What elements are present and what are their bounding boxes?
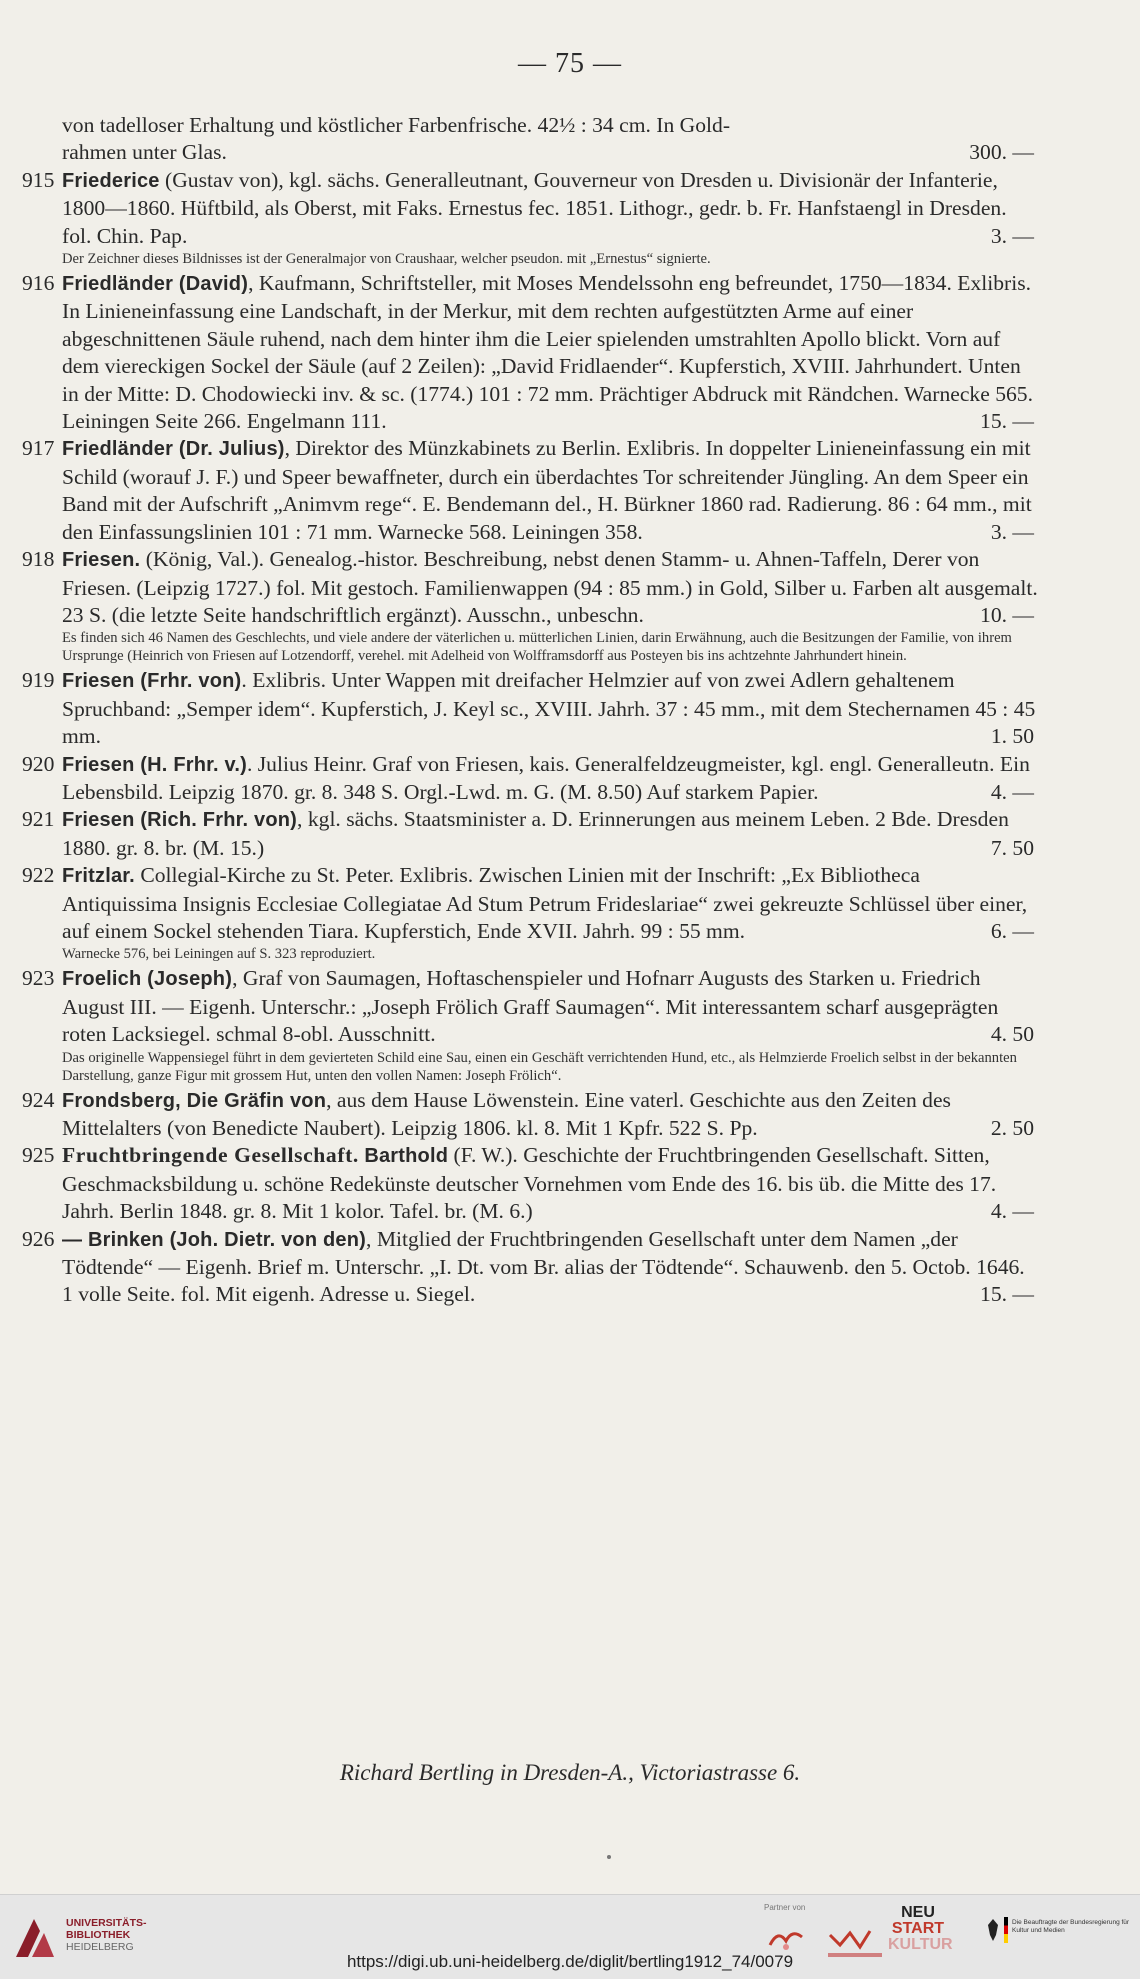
entry-number: 918 xyxy=(22,547,55,572)
uni-line-1: UNIVERSITÄTS- xyxy=(66,1917,147,1929)
federal-commissioner-text: Die Beauftragte der Bundesregierung für Kultur und Medien xyxy=(1012,1919,1130,1934)
catalog-entry-918 xyxy=(22,546,1038,629)
entry-text: (König, Val.). Genealog.-histor. Beschreibung, nebst denen Stamm- u. Ahnen-Taffeln, Derer von Friesen. (Leipzig 1727.) fol. Mit gestoch. Familienwappen (94 : 85 mm.) in Gold, Silber u. Farben alt ausgemalt. 23 S. (die letzte Seite handschriftlich ergänzt). Ausschn., unbeschn. xyxy=(62,547,1038,627)
federal-eagle-icon xyxy=(986,1917,1000,1943)
entry-name: Friesen. xyxy=(62,549,141,572)
university-library-name[interactable] xyxy=(66,1917,147,1953)
catalog-entries xyxy=(22,112,1038,1309)
entry-number: 921 xyxy=(22,807,55,832)
entry-name: Friesen (H. Frhr. v.) xyxy=(62,753,247,776)
partner-label: Partner von xyxy=(764,1903,806,1912)
entry-text: , Kaufmann, Schriftsteller, mit Moses Mendelssohn eng befreundet, 1750—1834. Exlibris. In Linieneinfassung eine Landschaft, in der Merkur, mit dem rechten aufgestützten Arme auf einer abgeschnittenen Säule ruhend, nach dem hinter ihm die Leier spielenden umstrahlten Apollo blickt. Vorn auf dem viereckigen Sockel der Säule (auf 2 Zeilen): „David Fridlaender“. Kupferstich, XVIII. Jahrhundert. Unten in der Mitte: D. Chodowiecki inv. & sc. (1774.) 101 : 72 mm. Prächtiger Abdruck mit Rändchen. Warnecke 565. Leiningen Seite 266. Engelmann 111. xyxy=(62,271,1033,434)
entry-text-line: rahmen unter Glas. xyxy=(62,140,227,165)
catalog-entry-917 xyxy=(22,435,1038,546)
entry-text: , aus dem Hause Löwenstein. Eine vaterl. Geschichte aus den Zeiten des Mittelalters (von Benedicte Naubert). Leipzig 1806. kl. 8. Mit 1 Kpfr. 522 S. Pp. xyxy=(62,1087,951,1140)
entry-number: 916 xyxy=(22,271,55,296)
entry-price: 10. — xyxy=(980,602,1034,627)
entry-price: 15. — xyxy=(980,409,1034,434)
neustart-word-2: START xyxy=(891,1920,945,1937)
entry-price: 6. — xyxy=(990,918,1034,943)
entry-note: Der Zeichner dieses Bildnisses ist der Generalmajor von Craushaar, welcher pseudon. mit „Ernestus“ signierte. xyxy=(62,251,711,268)
entry-text: , Graf von Saumagen, Hoftaschenspieler und Hofnarr Augusts des Starken u. Friedrich August III. — Eigenh. Unterschr.: „Joseph Frölich Graff Saumagen“. Mit interessantem scharf ausgeprägten roten Lacksiegel. schmal 8-obl. Ausschnitt. xyxy=(62,966,999,1047)
catalog-entry-916 xyxy=(22,270,1038,435)
entry-price: 2. 50 xyxy=(990,1116,1034,1140)
catalog-entry-925 xyxy=(22,1142,1038,1225)
entry-number: 915 xyxy=(22,167,55,192)
neustart-word-1: NEU xyxy=(901,1904,935,1921)
entry-text: (F. W.). Geschichte der Fruchtbringenden Gesellschaft. Sitten, Geschmacksbildung u. schöne Redekünste deutscher Vornehmen vom Ende des 16. bis üb. die Mitte des 17. Jahrh. Berlin 1848. gr. 8. Mit 1 kolor. Tafel. br. (M. 6.) xyxy=(62,1143,997,1224)
entry-text: . Exlibris. Unter Wappen mit dreifacher Helmzier auf von zwei Adlern gehaltenem Spruchband: „Semper idem“. Kupferstich, J. Keyl sc., XVIII. Jahrh. 37 : 45 mm., mit dem Stechernamen 45 : 45 mm. xyxy=(62,668,1036,749)
entry-price: 3. — xyxy=(990,223,1034,248)
entry-name: Friedländer (David) xyxy=(62,273,249,296)
entry-text: Collegial-Kirche zu St. Peter. Exlibris. Zwischen Linien mit der Inschrift: „Ex Bibliotheca Antiquissima Insignis Ecclesiae Collegiatae Ad Stum Petrum Frideslariae“ zwei gekreuzte Schlüssel über einer, auf einem Sockel stehenden Tiara. Kupferstich, Ende XVII. Jahrh. 99 : 55 mm. xyxy=(62,863,1028,943)
entry-text: (Gustav von), kgl. sächs. Generalleutnant, Gouverneur von Dresden u. Divisionär der Infanterie, 1800—1860. Hüftbild, als Oberst, mit Faks. Ernestus fec. 1851. Lithogr., gedr. b. Fr. Hanfstaengl in Dresden. fol. Chin. Pap. xyxy=(62,167,1007,248)
catalog-entry-926 xyxy=(22,1226,1038,1309)
entry-note: Es finden sich 46 Namen des Geschlechts, und viele andere der väterlichen u. mütterlichen Linien, darin Erwähnung, auch die Besitzungen der Familie, von ihrem Ursprunge (Heinrich von Friesen auf Lotzendorff, verehel. mit Adelheid von Wolfframsdorff aus Posteyen bis ins achtzehnte Jahrhundert hinein. xyxy=(62,630,1012,665)
page-number: — 75 — xyxy=(518,48,622,79)
catalog-entry-922 xyxy=(22,862,1038,945)
entry-text: , Direktor des Münzkabinets zu Berlin. Exlibris. In doppelter Linieneinfassung ein mit Schild (worauf J. F.) und Speer bewaffneter, durch ein überdachtes Tor schreitender Jüngling. An dem Speer ein Band mit der Aufschrift „Animvm rege“. E. Bendemann del., H. Bürkner 1860 rad. Radierung. 86 : 64 mm., mit den Einfassungslinien 101 : 71 mm. Warnecke 568. Leiningen 358. xyxy=(62,436,1032,544)
entry-price: 3. — xyxy=(990,519,1034,544)
entry-author: Barthold xyxy=(364,1145,449,1168)
uni-line-2: BIBLIOTHEK xyxy=(66,1929,131,1941)
entry-number: 924 xyxy=(22,1087,55,1112)
catalog-entry-919 xyxy=(22,667,1038,750)
entry-name: Friedländer (Dr. Julius) xyxy=(62,438,285,461)
publisher-imprint: Richard Bertling in Dresden-A., Victoriastrasse 6. xyxy=(339,1760,801,1785)
entry-price: 300. — xyxy=(969,140,1034,165)
entry-price: 4. — xyxy=(990,1199,1034,1224)
entry-text: . Julius Heinr. Graf von Friesen, kais. Generalfeldzeugmeister, kgl. engl. Generalleutn. Ein Lebensbild. Leipzig 1870. gr. 8. 348 S. Orgl.-Lwd. m. G. (M. 8.50) Auf starkem Papier. xyxy=(62,751,1030,804)
entry-price: 1. 50 xyxy=(990,724,1034,749)
entry-price: 4. — xyxy=(990,779,1034,804)
entry-number: 923 xyxy=(22,966,55,991)
entry-name: Froelich (Joseph) xyxy=(62,968,233,991)
partner-logo-icon[interactable] xyxy=(766,1925,806,1955)
entry-text: , Mitglied der Fruchtbringenden Gesellschaft unter dem Namen „der Tödtende“ — Eigenh. Brief m. Unterschr. „I. Dt. vom Br. alias der Tödtende“. Schauwenb. den 5. Octob. 1646. 1 volle Seite. fol. Mit eigenh. Adresse u. Siegel. xyxy=(62,1226,1025,1307)
entry-number: 922 xyxy=(22,863,55,888)
entry-number: 920 xyxy=(22,751,55,776)
catalog-entry-continuation xyxy=(22,112,1038,167)
neustart-word-3: KULTUR xyxy=(888,1936,953,1953)
uni-line-3: HEIDELBERG xyxy=(66,1941,134,1953)
german-flag-icon xyxy=(1004,1917,1008,1943)
entry-number: 919 xyxy=(22,668,55,693)
catalog-entry-923 xyxy=(22,965,1038,1048)
entry-name: Friederice xyxy=(62,169,160,192)
entry-price: 15. — xyxy=(980,1282,1034,1307)
catalog-entry-924 xyxy=(22,1087,1038,1143)
entry-text-line: von tadelloser Erhaltung und köstlicher Farbenfrische. 42½ : 34 cm. In Gold- xyxy=(62,113,731,137)
catalog-entry-915 xyxy=(22,167,1038,250)
entry-number: 925 xyxy=(22,1143,55,1168)
entry-name: Fruchtbringende Gesellschaft. xyxy=(62,1143,359,1168)
entry-note: Warnecke 576, bei Leiningen auf S. 323 reproduziert. xyxy=(62,946,376,963)
entry-text: , kgl. sächs. Staatsminister a. D. Erinnerungen aus meinem Leben. 2 Bde. Dresden 1880. gr. 8. br. (M. 15.) xyxy=(62,807,1009,860)
entry-number: 926 xyxy=(22,1226,55,1251)
entry-name: Friesen (Frhr. von) xyxy=(62,670,242,693)
entry-note: Das originelle Wappensiegel führt in dem gevierteten Schild eine Sau, einen ein Geschäft verrichtenden Hund, etc., als Helmzierde Froelich selbst in der bekannten Darstellung, ganze Figur mit grossem Hut, unten den vollen Namen: Joseph Frölich“. xyxy=(62,1049,1017,1084)
entry-name: Frondsberg, Die Gräfin von xyxy=(62,1089,327,1112)
speck-mark xyxy=(607,1855,611,1859)
catalog-entry-920 xyxy=(22,751,1038,807)
entry-name: Fritzlar. xyxy=(62,865,135,888)
catalog-entry-921 xyxy=(22,806,1038,862)
entry-name: Friesen (Rich. Frhr. von) xyxy=(62,809,298,832)
entry-number: 917 xyxy=(22,436,55,461)
entry-name: — Brinken (Joh. Dietr. von den) xyxy=(62,1228,367,1251)
neustart-kultur-logo[interactable] xyxy=(888,1904,953,1953)
entry-price: 7. 50 xyxy=(990,835,1034,860)
entry-price: 4. 50 xyxy=(990,1022,1034,1047)
permalink-url[interactable]: https://digi.ub.uni-heidelberg.de/diglit/bertling1912_74/0079 xyxy=(346,1952,794,1971)
